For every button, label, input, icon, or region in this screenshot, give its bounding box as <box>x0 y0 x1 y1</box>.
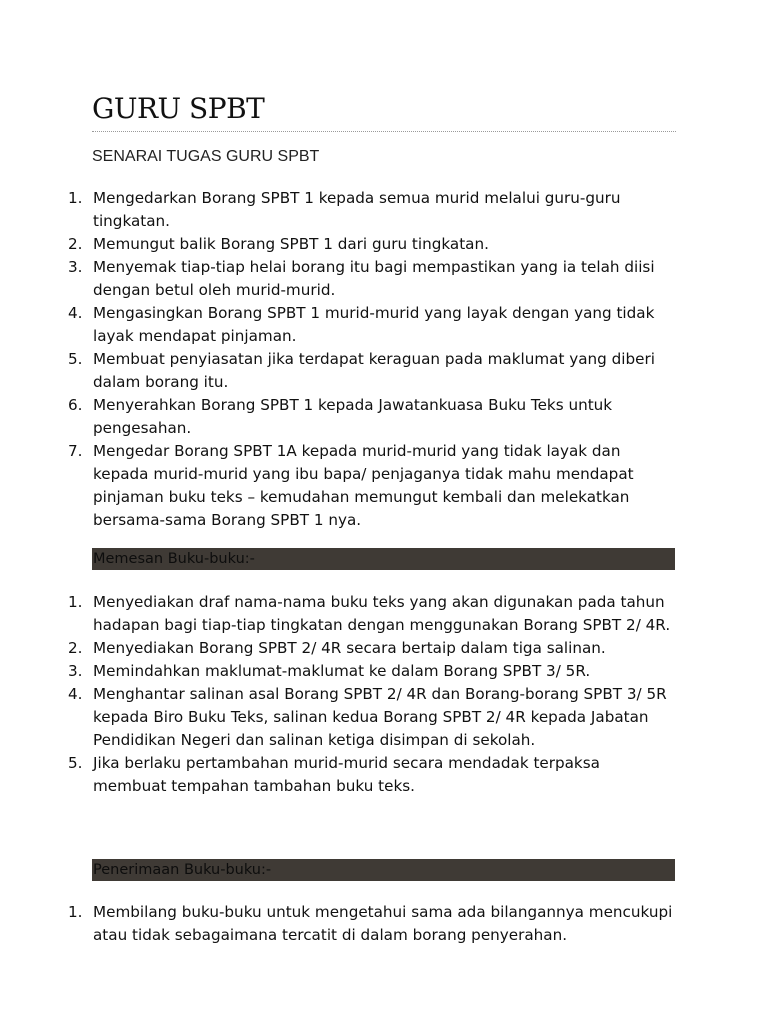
list-item-text: Menyediakan Borang SPBT 2/ 4R secara bertaip dalam tiga salinan. <box>93 639 606 657</box>
memesan-list <box>0 591 677 798</box>
list-item-text: Memungut balik Borang SPBT 1 dari guru tingkatan. <box>93 235 489 253</box>
tasks-list <box>0 187 677 532</box>
list-item <box>0 637 677 660</box>
page-subtitle: SENARAI TUGAS GURU SPBT <box>92 148 320 165</box>
list-item-text: Jika berlaku pertambahan murid-murid secara mendadak terpaksa membuat tempahan tambahan buku teks. <box>93 754 600 795</box>
list-item-text: Memindahkan maklumat-maklumat ke dalam Borang SPBT 3/ 5R. <box>93 662 591 680</box>
list-item-number: 4. <box>68 304 83 322</box>
list-item <box>0 683 677 752</box>
section-heading-label: Memesan Buku-buku:- <box>93 551 255 567</box>
list-item-text: Membuat penyiasatan jika terdapat keraguan pada maklumat yang diberi dalam borang itu. <box>93 350 655 391</box>
list-item-text: Menyediakan draf nama-nama buku teks yang akan digunakan pada tahun hadapan bagi tiap-tiap tingkatan dengan menggunakan Borang SPBT 2/ 4R. <box>93 593 671 634</box>
list-item-text: Membilang buku-buku untuk mengetahui sama ada bilangannya mencukupi atau tidak sebagaimana tercatit di dalam borang penyerahan. <box>93 903 673 944</box>
list-item-number: 2. <box>68 235 83 253</box>
list-item-number: 3. <box>68 662 83 680</box>
list-item-text: Mengasingkan Borang SPBT 1 murid-murid yang layak dengan yang tidak layak mendapat pinjaman. <box>93 304 655 345</box>
list-item-text: Mengedar Borang SPBT 1A kepada murid-murid yang tidak layak dan kepada murid-murid yang ibu bapa/ penjaganya tidak mahu mendapat pinjaman buku teks – kemudahan memungut kembali dan melekatkan bersama-sama Borang SPBT 1 nya. <box>93 442 634 529</box>
list-item-number: 1. <box>68 593 83 611</box>
list-item-number: 5. <box>68 350 83 368</box>
list-item-number: 2. <box>68 639 83 657</box>
list-item-number: 6. <box>68 396 83 414</box>
list-item <box>0 660 677 683</box>
list-item-number: 7. <box>68 442 83 460</box>
list-item-number: 1. <box>68 189 83 207</box>
penerimaan-list <box>0 901 677 947</box>
list-item-text: Mengedarkan Borang SPBT 1 kepada semua murid melalui guru-guru tingkatan. <box>93 189 621 230</box>
list-item <box>0 752 677 798</box>
list-item-text: Menghantar salinan asal Borang SPBT 2/ 4R dan Borang-borang SPBT 3/ 5R kepada Biro Buku Teks, salinan kedua Borang SPBT 2/ 4R kepada Jabatan Pendidikan Negeri dan salinan ketiga disimpan di sekolah. <box>93 685 667 749</box>
section-heading-memesan <box>92 548 675 570</box>
list-item <box>0 233 677 256</box>
title-divider <box>92 131 676 132</box>
list-item <box>0 256 677 302</box>
list-item-number: 4. <box>68 685 83 703</box>
list-item <box>0 187 677 233</box>
list-item <box>0 348 677 394</box>
page-title: GURU SPBT <box>92 92 265 125</box>
list-item-text: Menyemak tiap-tiap helai borang itu bagi mempastikan yang ia telah diisi dengan betul oleh murid-murid. <box>93 258 655 299</box>
list-item-number: 3. <box>68 258 83 276</box>
section-heading-penerimaan <box>92 859 675 881</box>
list-item <box>0 302 677 348</box>
list-item <box>0 440 677 532</box>
list-item-number: 1. <box>68 903 83 921</box>
list-item-number: 5. <box>68 754 83 772</box>
list-item <box>0 901 677 947</box>
section-heading-label: Penerimaan Buku-buku:- <box>93 862 272 878</box>
list-item <box>0 394 677 440</box>
list-item-text: Menyerahkan Borang SPBT 1 kepada Jawatankuasa Buku Teks untuk pengesahan. <box>93 396 613 437</box>
list-item <box>0 591 677 637</box>
